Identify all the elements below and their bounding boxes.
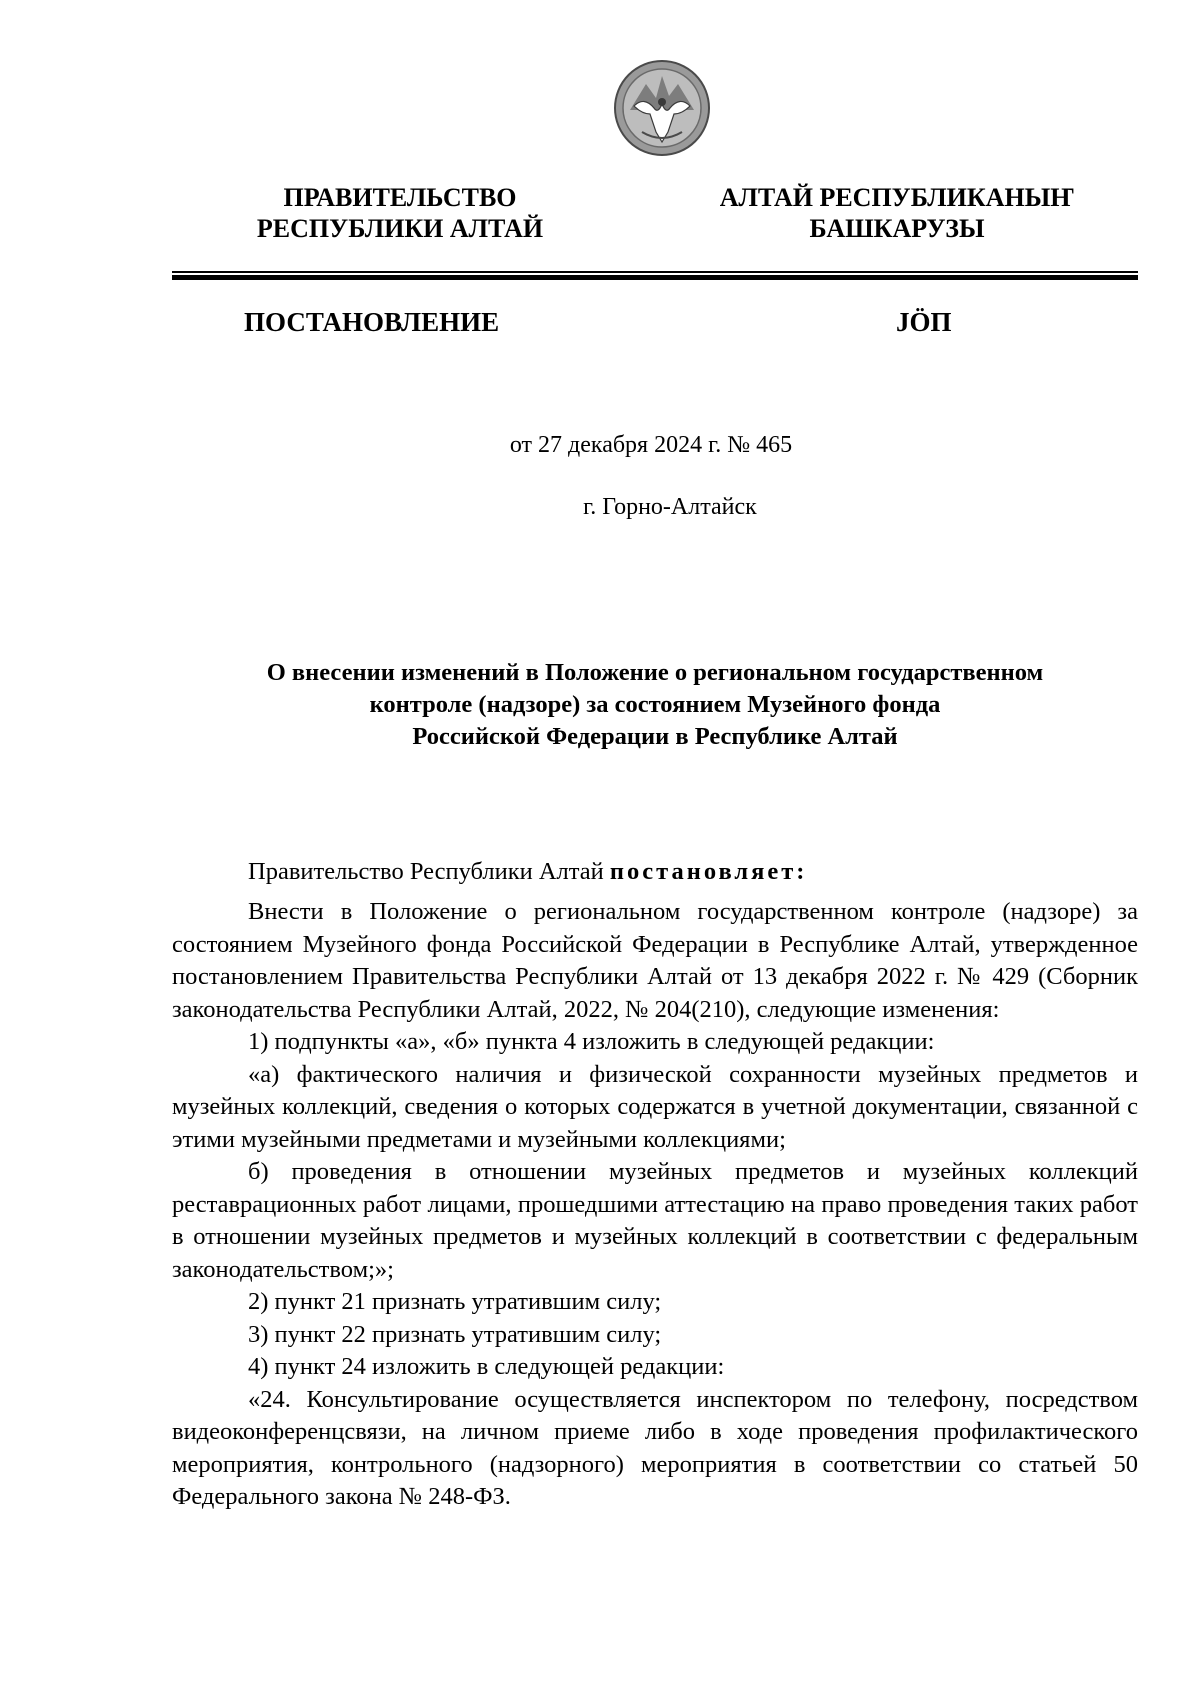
paragraph-item-1: 1) подпункты «а», «б» пункта 4 изложить в следующей редакции: [248, 1028, 935, 1055]
doc-type-russian: ПОСТАНОВЛЕНИЕ [244, 307, 500, 337]
doc-type-altai: JӦП [896, 307, 952, 337]
city: г. Горно-Алтайск [583, 494, 757, 520]
government-name-altai [698, 182, 1096, 244]
coat-of-arms-emblem [612, 58, 712, 158]
header-left-line-2: РЕСПУБЛИКИ АЛТАЙ [256, 214, 544, 243]
document-body [172, 888, 1138, 1514]
decree-statement [248, 856, 807, 888]
paragraph-item-3: 3) пункт 22 признать утратившим силу; [248, 1320, 662, 1348]
paragraph-point-24: «24. Консультирование осуществляется инспектором по телефону, посредством видеоконференцсвязи, на личном приеме либо в ходе проведения профилактического мероприятия, контрольного (надзорного) мероприятия в соответствии со статьей 50 Федерального закона № 248-ФЗ. [172, 1385, 1138, 1510]
paragraph-subitem-b: б) проведения в отношении музейных предметов и музейных коллекций реставрационных работ лицами, прошедшими аттестацию на право проведения таких работ в отношении музейных предметов и музейных коллекций в соответствии с федеральным законодательством;»; [172, 1158, 1138, 1283]
title-line-1: О внесении изменений в Положение о региональном государственном [266, 659, 1044, 686]
government-name-russian [200, 182, 600, 244]
header-right-line-1: АЛТАЙ РЕСПУБЛИКАНЫҤ [719, 183, 1075, 212]
decree-action: постановляет: [609, 858, 808, 885]
decree-prefix: Правительство Республики Алтай [248, 858, 610, 885]
title-line-2: контроле (надзоре) за состоянием Музейного фонда [369, 691, 941, 718]
paragraph-subitem-a: «а) фактического наличия и физической сохранности музейных предметов и музейных коллекций, сведения о которых содержатся в учетной документации, связанной с этими музейными предметами и музейными коллекциями; [172, 1060, 1138, 1153]
paragraph-item-4: 4) пункт 24 изложить в следующей редакции: [248, 1353, 725, 1380]
header-divider-thick [172, 275, 1138, 280]
header-left-line-1: ПРАВИТЕЛЬСТВО [283, 183, 517, 212]
document-title [172, 657, 1138, 753]
header-right-line-2: БАШКАРУЗЫ [809, 214, 985, 243]
date-and-number: от 27 декабря 2024 г. № 465 [509, 432, 793, 458]
title-line-3: Российской Федерации в Республике Алтай [412, 723, 898, 750]
paragraph-intro: Внести в Положение о региональном государственном контроле (надзоре) за состоянием Музейного фонда Российской Федерации в Республике Алтай, утвержденное постановлением Правительства Республики Алтай от 13 декабря 2022 г. № 429 (Сборник законодательства Республики Алтай, 2022, № 204(210), следующие изменения: [172, 898, 1138, 1023]
header-divider-thin [172, 271, 1138, 273]
paragraph-item-2: 2) пункт 21 признать утратившим силу; [248, 1288, 662, 1315]
